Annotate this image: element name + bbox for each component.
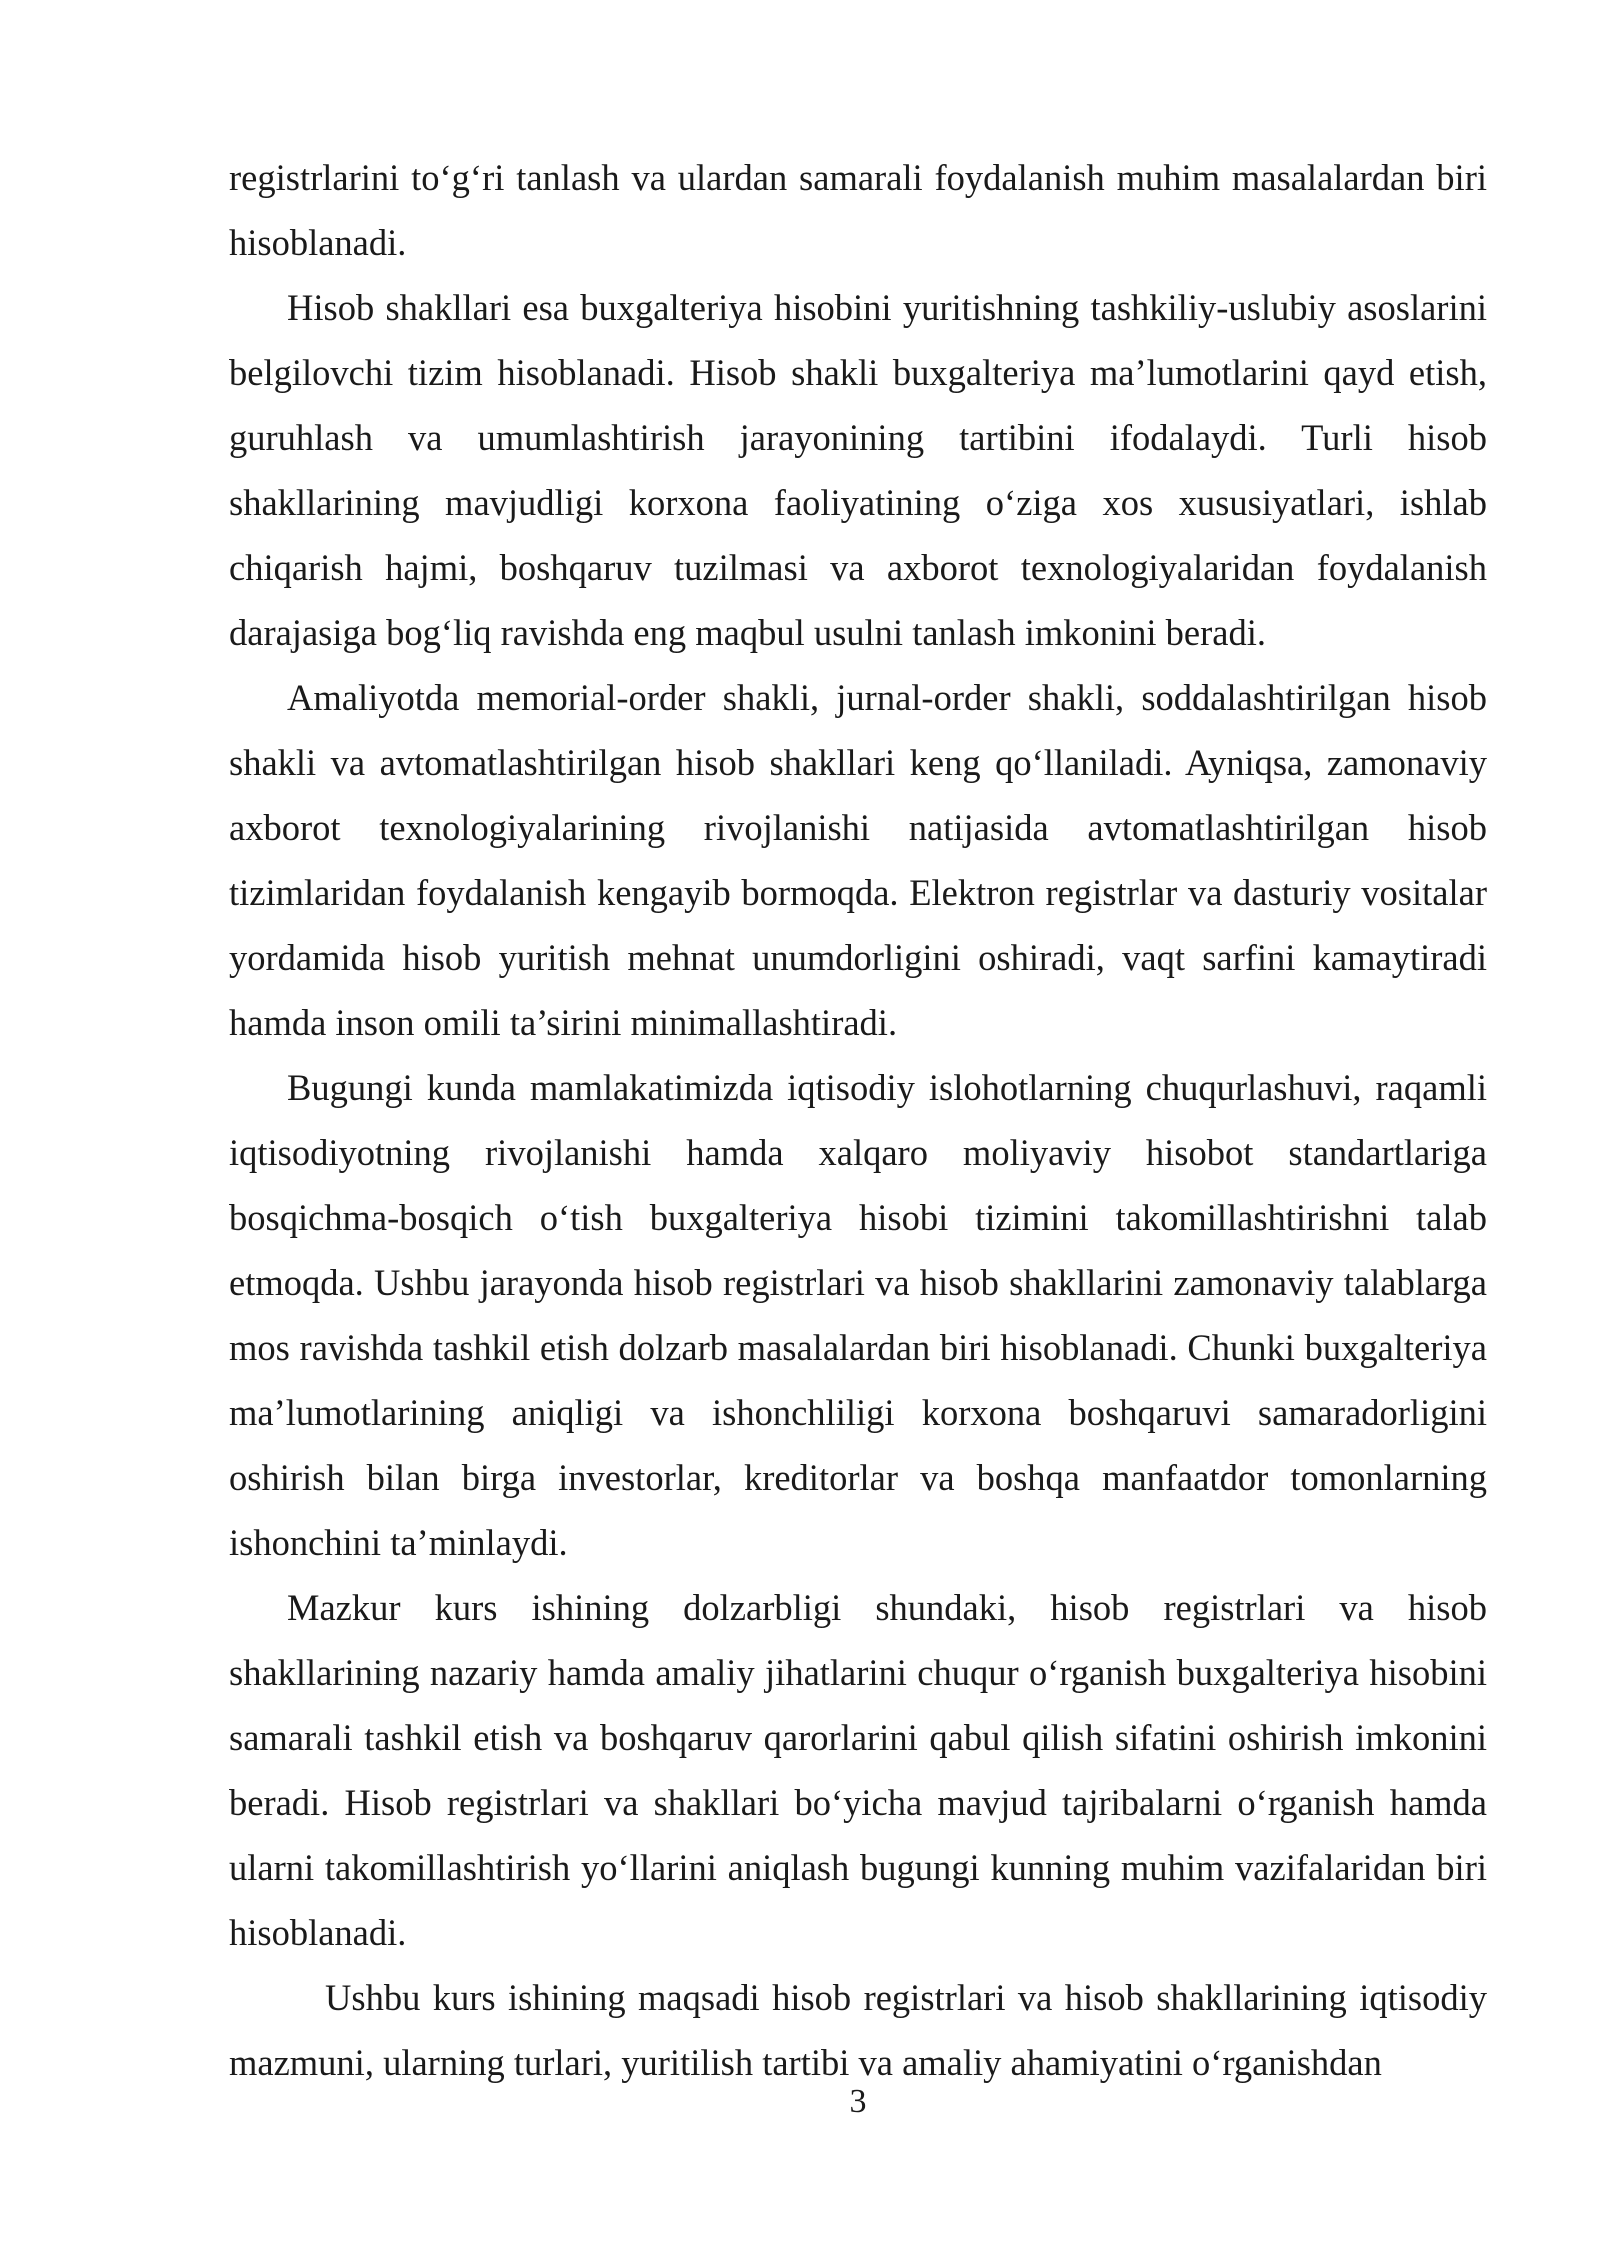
paragraph-hisob-shakllari: Hisob shakllari esa buxgalteriya hisobini yuritishning tashkiliy-uslubiy asoslarini belgilovchi tizim hisoblanadi. Hisob shakli buxgalteriya ma’lumotlarini qayd etish, guruhlash va umumlashtirish jarayonining tartibini ifodalaydi. Turli hisob shakllarining mavjudligi korxona faoliyatining o‘ziga xos xususiyatlari, ishlab chiqarish hajmi, boshqaruv tuzilmasi va axborot texnologiyalaridan foydalanish darajasiga bog‘liq ravishda eng maqbul usulni tanlash imkonini beradi.	[229, 287, 1487, 653]
paragraph-amaliyotda: Amaliyotda memorial-order shakli, jurnal-order shakli, soddalashtirilgan hisob shakli va avtomatlashtirilgan hisob shakllari keng qo‘llaniladi. Ayniqsa, zamonaviy axborot texnologiyalarining rivojlanishi natijasida avtomatlashtirilgan hisob tizimlaridan foydalanish kengayib bormoqda. Elektron registrlar va dasturiy vositalar yordamida hisob yuritish mehnat unumdorligini oshiradi, vaqt sarfini kamaytiradi hamda inson omili ta’sirini minimallashtiradi.	[229, 677, 1487, 1043]
body-text	[229, 145, 1487, 2095]
paragraph-ushbu-kurs: Ushbu kurs ishining maqsadi hisob registrlari va hisob shakllarining iqtisodiy mazmuni, ularning turlari, yuritilish tartibi va amaliy ahamiyatini o‘rganishdan	[229, 1977, 1487, 2083]
page-number: 3	[849, 2083, 867, 2120]
paragraph-continuation: registrlarini to‘g‘ri tanlash va ulardan samarali foydalanish muhim masalalardan biri hisoblanadi.	[229, 157, 1487, 263]
paragraph-bugungi-kunda: Bugungi kunda mamlakatimizda iqtisodiy islohotlarning chuqurlashuvi, raqamli iqtisodiyotning rivojlanishi hamda xalqaro moliyaviy hisobot standartlariga bosqichma-bosqich o‘tish buxgalteriya hisobi tizimini takomillashtirishni talab etmoqda. Ushbu jarayonda hisob registrlari va hisob shakllarini zamonaviy talablarga mos ravishda tashkil etish dolzarb masalalardan biri hisoblanadi. Chunki buxgalteriya ma’lumotlarining aniqligi va ishonchliligi korxona boshqaruvi samaradorligini oshirish bilan birga investorlar, kreditorlar va boshqa manfaatdor tomonlarning ishonchini ta’minlaydi.	[229, 1067, 1487, 1563]
paragraph-mazkur-kurs: Mazkur kurs ishining dolzarbligi shundaki, hisob registrlari va hisob shakllarining nazariy hamda amaliy jihatlarini chuqur o‘rganish buxgalteriya hisobini samarali tashkil etish va boshqaruv qarorlarini qabul qilish sifatini oshirish imkonini beradi. Hisob registrlari va shakllari bo‘yicha mavjud tajribalarni o‘rganish hamda ularni takomillashtirish yo‘llarini aniqlash bugungi kunning muhim vazifalaridan biri hisoblanadi.	[229, 1587, 1487, 1953]
